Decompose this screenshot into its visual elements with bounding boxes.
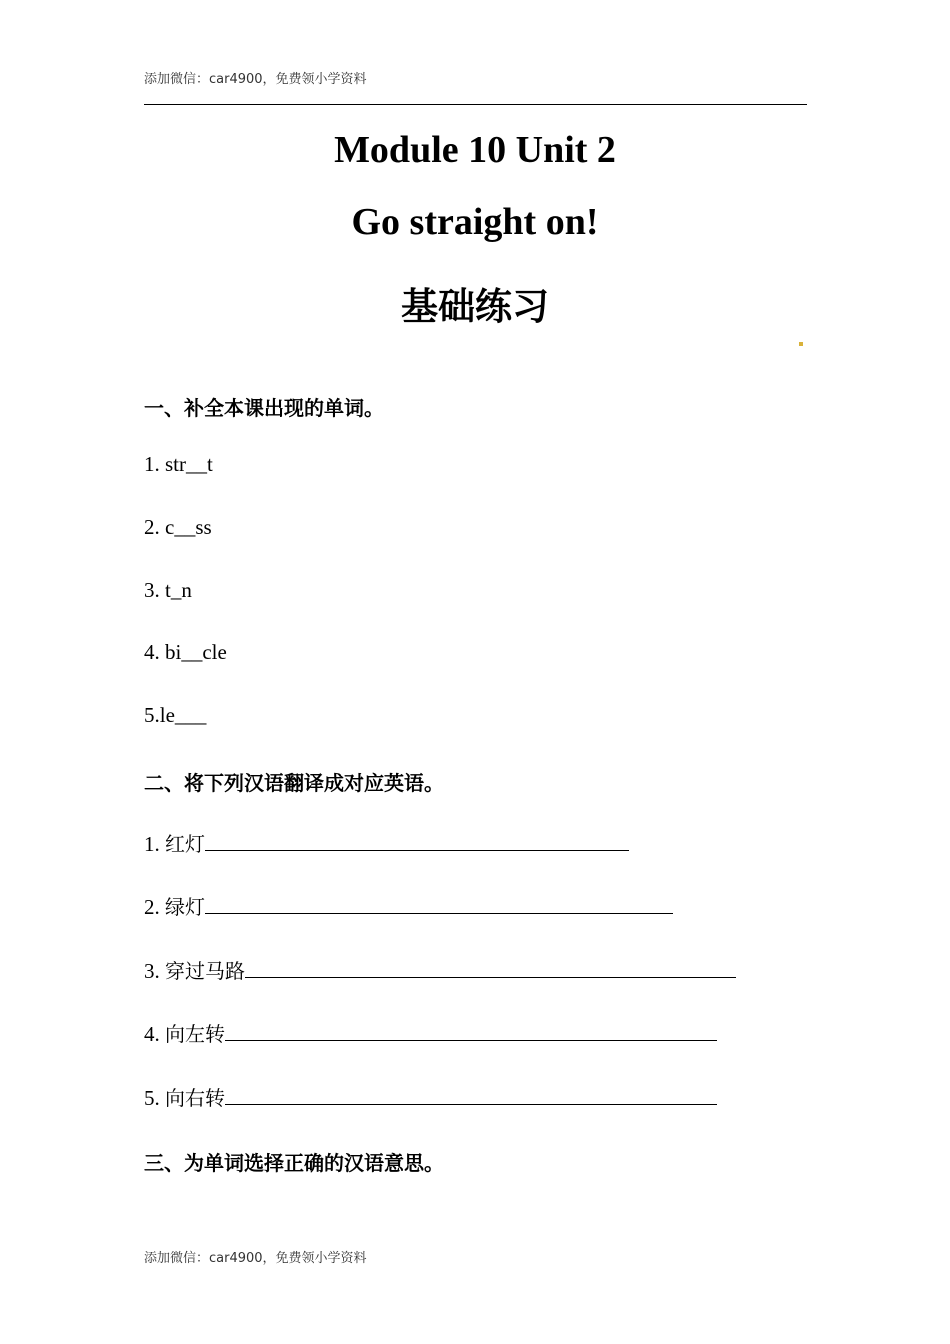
translate-item-number: 5. [144, 1086, 165, 1110]
translate-item-3 [144, 955, 736, 984]
answer-blank[interactable] [205, 832, 629, 851]
title-lesson: Go straight on! [351, 201, 599, 243]
translate-item-text: 绿灯 [165, 895, 205, 919]
word-item-3: 3. t_n [144, 578, 192, 602]
header-rule [144, 104, 807, 105]
word-item-1: 1. str__t [144, 452, 213, 476]
header-note: 添加微信：car4900，免费领小学资料 [144, 72, 367, 87]
section-2-heading: 二、将下列汉语翻译成对应英语。 [144, 771, 444, 795]
translate-item-text: 向右转 [165, 1086, 225, 1110]
translate-item-2 [144, 891, 673, 920]
translate-item-text: 红灯 [165, 832, 205, 856]
translate-item-4 [144, 1018, 717, 1047]
section-1-heading: 一、补全本课出现的单词。 [144, 396, 384, 420]
decorative-dot [799, 342, 803, 346]
title-module: Module 10 Unit 2 [334, 129, 616, 171]
section-3-heading: 三、为单词选择正确的汉语意思。 [144, 1151, 444, 1175]
answer-blank[interactable] [245, 959, 736, 978]
answer-blank[interactable] [205, 895, 673, 914]
footer-note: 添加微信：car4900，免费领小学资料 [144, 1251, 367, 1266]
translate-item-text: 向左转 [165, 1022, 225, 1046]
title-exercise: 基础练习 [401, 285, 549, 328]
answer-blank[interactable] [225, 1086, 717, 1105]
translate-item-number: 1. [144, 832, 165, 856]
word-item-4: 4. bi__cle [144, 640, 227, 664]
word-item-5: 5.le___ [144, 703, 207, 727]
translate-item-number: 3. [144, 959, 165, 983]
translate-item-number: 4. [144, 1022, 165, 1046]
translate-item-1 [144, 828, 629, 857]
translate-item-number: 2. [144, 895, 165, 919]
translate-item-text: 穿过马路 [165, 959, 245, 983]
translate-item-5 [144, 1082, 717, 1111]
word-item-2: 2. c__ss [144, 515, 212, 539]
answer-blank[interactable] [225, 1022, 717, 1041]
